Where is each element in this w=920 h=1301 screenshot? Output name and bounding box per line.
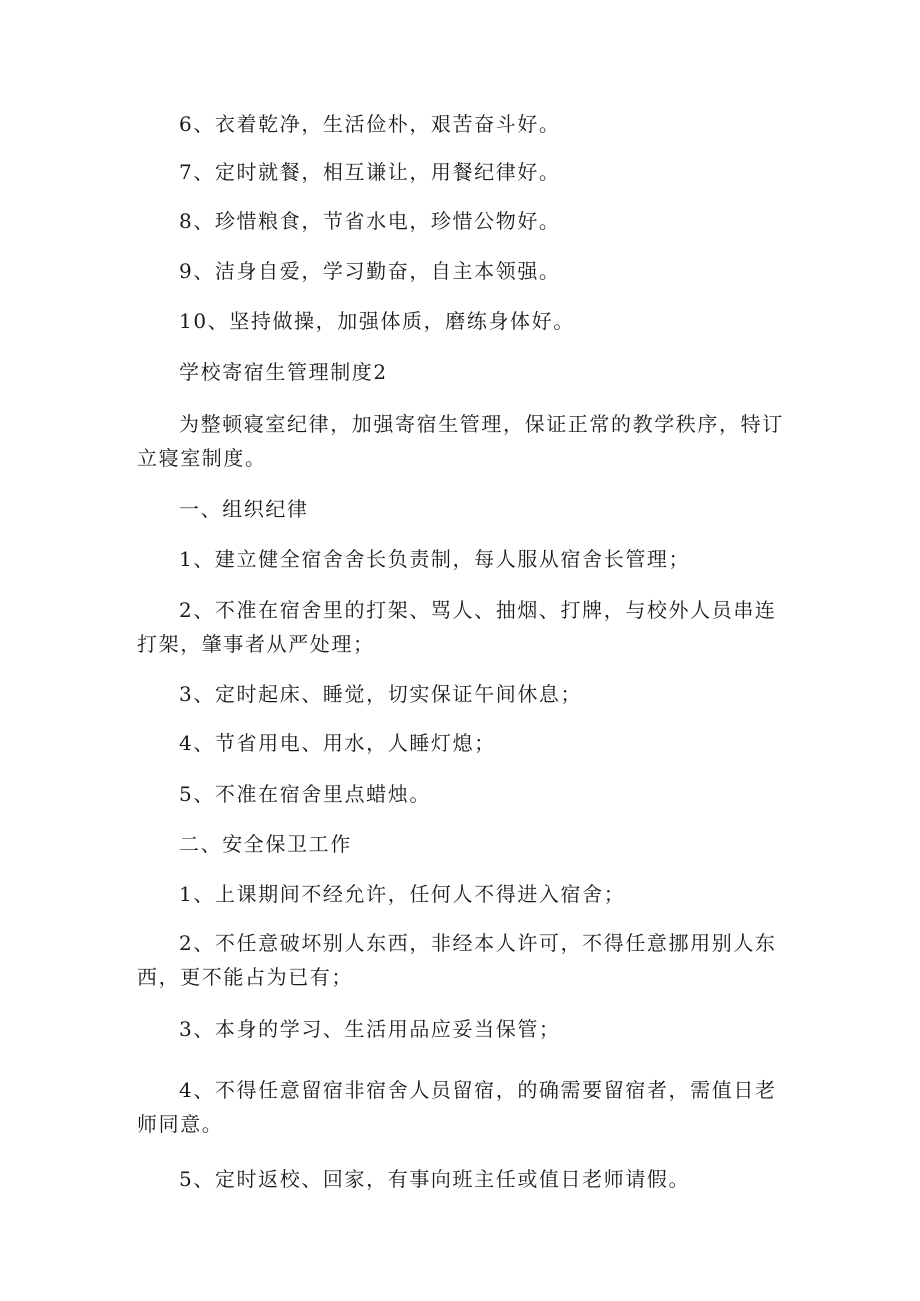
paragraph-rule-10: 10、坚持做操，加强体质，磨练身体好。 bbox=[179, 309, 575, 333]
paragraph-discipline-2: 2、不准在宿舍里的打架、骂人、抽烟、打牌，与校外人员串连打架，肇事者从严处理； bbox=[137, 598, 777, 656]
paragraph-discipline-4: 4、节省用电、用水，人睡灯熄； bbox=[179, 731, 496, 755]
intro-paragraph: 为整顿寝室纪律，加强寄宿生管理，保证正常的教学秩序，特订立寝室制度。 bbox=[137, 412, 784, 470]
paragraph-rule-9: 9、洁身自爱，学习勤奋，自主本领强。 bbox=[179, 259, 561, 283]
paragraph-discipline-3: 3、定时起床、睡觉，切实保证午间休息； bbox=[179, 682, 583, 706]
paragraph-discipline-1: 1、建立健全宿舍舍长负责制，每人服从宿舍长管理； bbox=[179, 547, 691, 571]
paragraph-discipline-5: 5、不准在宿舍里点蜡烛。 bbox=[179, 782, 431, 806]
heading-security-work: 二、安全保卫工作 bbox=[179, 832, 352, 856]
paragraph-rule-8: 8、珍惜粮食，节省水电，珍惜公物好。 bbox=[179, 209, 561, 233]
paragraph-security-2: 2、不任意破坏别人东西，非经本人许可，不得任意挪用别人东西，更不能占为已有； bbox=[137, 931, 777, 989]
paragraph-security-4: 4、不得任意留宿非宿舍人员留宿，的确需要留宿者，需值日老师同意。 bbox=[137, 1078, 777, 1136]
section-title: 学校寄宿生管理制度2 bbox=[179, 360, 388, 384]
paragraph-security-1: 1、上课期间不经允许，任何人不得进入宿舍； bbox=[179, 882, 626, 906]
paragraph-rule-6: 6、衣着乾净，生活俭朴，艰苦奋斗好。 bbox=[179, 112, 561, 136]
paragraph-security-5: 5、定时返校、回家，有事向班主任或值日老师请假。 bbox=[179, 1167, 691, 1191]
paragraph-rule-7: 7、定时就餐，相互谦让，用餐纪律好。 bbox=[179, 160, 561, 184]
heading-organization-discipline: 一、组织纪律 bbox=[179, 497, 309, 521]
paragraph-security-3: 3、本身的学习、生活用品应妥当保管； bbox=[179, 1017, 561, 1041]
